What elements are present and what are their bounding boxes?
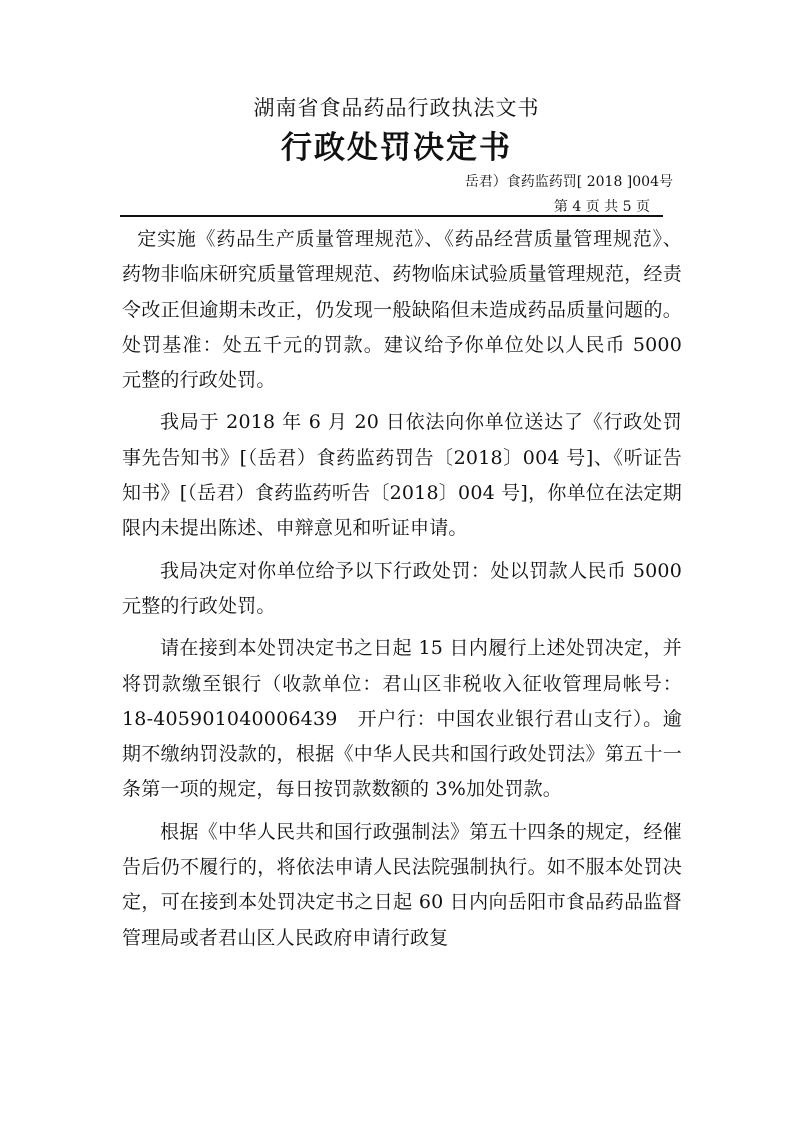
document-title: 行政处罚决定书 (281, 130, 512, 166)
paragraph-payment-instructions: 请在接到本处罚决定书之日起 15 日内履行上述处罚决定，并将罚款缴至银行（收款单位：君山区非税收入征收管理局帐号：18-405901040006439 开户行：中国农业银行君山支行）。逾期不缴纳罚没款的，根据《中华人民共和国行政处罚法》第五十一条第一项的规定，每日按罚款数额的 3%加处罚款。 (122, 637, 682, 801)
paragraph-notice-delivery: 我局于 2018 年 6 月 20 日依法向你单位送达了《行政处罚事先告知书》[（岳君）食药监药罚告〔2018〕004 号]、《听证告知书》[（岳君）食药监药听告〔2018〕004 号]，你单位在法定期限内未提出陈述、申辩意见和听证申请。 (122, 411, 682, 540)
paragraph-enforcement-appeal: 根据《中华人民共和国行政强制法》第五十四条的规定，经催告后仍不履行的，将依法申请人民法院强制执行。如不服本处罚决定，可在接到本处罚决定书之日起 60 日内向岳阳市食品药品监督管理局或者君山区人民政府申请行政复 (122, 820, 682, 949)
document-number: 岳君）食药监药罚[ 2018 ]004号 (464, 174, 673, 190)
paragraph-continuation: 定实施《药品生产质量管理规范》、《药品经营质量管理规范》、药物非临床研究质量管理规范、药物临床试验质量管理规范，经责令改正但逾期未改正，仍发现一般缺陷但未造成药品质量问题的。处罚基准：处五千元的罚款。建议给予你单位处以人民币 5000 元整的行政处罚。 (122, 228, 682, 392)
page-indicator: 第 4 页 共 5 页 (553, 199, 650, 215)
issuing-authority-title: 湖南省食品药品行政执法文书 (253, 96, 540, 120)
header-divider (120, 215, 663, 217)
paragraph-penalty-decision: 我局决定对你单位给予以下行政处罚：处以罚款人民币 5000 元整的行政处罚。 (122, 559, 682, 617)
document-body (122, 222, 682, 956)
